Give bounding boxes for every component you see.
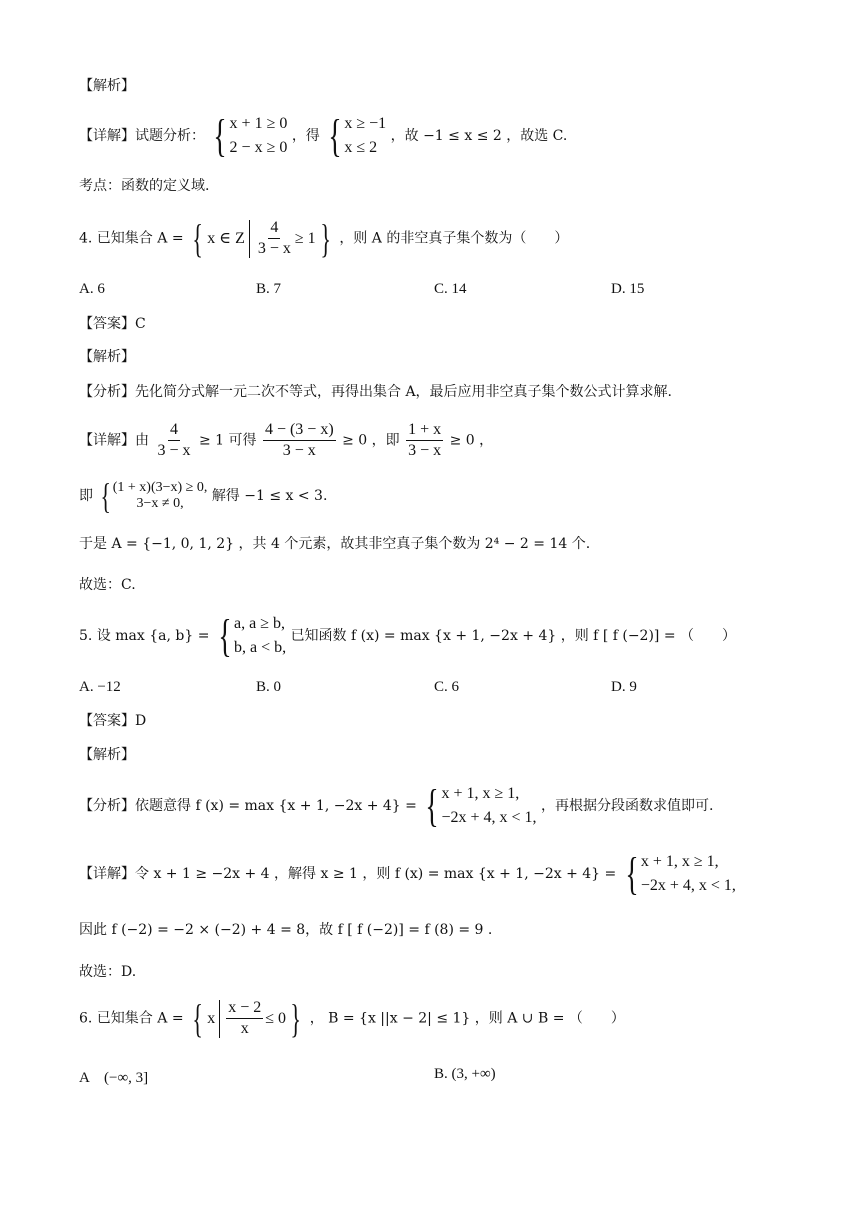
case: x + 1, x ≥ 1, [640,853,719,870]
ineq: 3−x ≠ 0, [136,496,184,511]
piecewise: { x + 1, x ≥ 1, −2x + 4, x < 1, [425,780,537,831]
system-1: { x + 1 ≥ 0 2 − x ≥ 0 [213,110,288,161]
q-text: 已知函数 f (x) = max {x + 1, −2x + 4} ，则 f [ f (−2)] = （ ） [290,628,737,644]
relation: ≤ 0 [265,1009,287,1027]
text: ，故 −1 ≤ x ≤ 2 ，故选 C. [390,128,568,144]
fraction [155,420,192,461]
piecewise: { x + 1, x ≥ 1, −2x + 4, x < 1, [625,848,736,899]
relation: ≥ 1 [294,229,316,247]
q4-option-c: C. 14 [434,281,467,297]
q5-option-d: D. 9 [611,679,637,695]
q4-fenxi: 【分析】先化简分式解一元二次不等式，再得出集合 A，最后应用非空真子集个数公式计算求解. [79,384,673,400]
ineq: x ≥ −1 [344,115,387,132]
numerator: x − 2 [226,998,263,1019]
q5-xiangjie [79,850,736,898]
case: a, a ≥ b, [233,615,285,632]
text: ，再根据分段函数求值即可. [540,798,714,814]
q5-line-2: 因此 f (−2) = −2 × (−2) + 4 = 8，故 f [ f (−2)] = f (8) = 9 . [79,922,493,938]
set-builder: { x $\frac{x - 2}{x}$ ≤ 0 } [192,995,301,1041]
text: 【详解】由 [79,432,149,449]
text: 【详解】令 x + 1 ≥ −2x + 4 ，解得 x ≥ 1 ，则 f (x) = max {x + 1, −2x + 4} = [79,866,617,882]
q-text: 4. 已知集合 A = [79,230,184,247]
q4-option-d: D. 15 [611,281,645,297]
q5-option-a: A. −12 [79,679,121,695]
line-jiexi-1: 【解析】 [79,78,135,94]
ineq: x + 1 ≥ 0 [229,115,288,132]
fraction [406,420,443,461]
text: ≥ 1 可得 [198,432,257,449]
case: −2x + 4, x < 1, [441,809,537,826]
q5-jiexi: 【解析】 [79,747,135,763]
q5-option-c: C. 6 [434,679,460,695]
ineq: x ≤ 2 [344,139,378,156]
q-text: ， B = {x ||x − 2| ≤ 1} ，则 A ∪ B = （ ） [309,1010,625,1027]
text: 即 [79,488,93,504]
denominator: 3 − x [408,442,442,459]
numerator: 4 − (3 − x) [263,420,336,441]
q4-option-b: B. 7 [256,281,282,297]
denominator: 3 − x [282,442,316,459]
set-builder: { x ∈ Z $\frac{4}{3 - x}$ ≥ 1 } [192,215,331,261]
line-xiangjie-1 [79,112,567,160]
fraction [263,420,336,461]
q6-option-a: A (−∞, 3] [79,1070,149,1086]
q-text: 6. 已知集合 A = [79,1010,184,1027]
q5-line-3: 故选：D. [79,964,137,980]
q4-answer: 【答案】C [79,316,146,332]
piecewise: { a, a ≥ b, b, a < b, [218,610,287,661]
text: 【分析】依题意得 f (x) = max {x + 1, −2x + 4} = [79,798,417,814]
q4-line-2 [79,478,327,514]
q4-line-4: 故选：C. [79,577,136,593]
line-kaodian: 考点：函数的定义域. [79,178,210,194]
question-5 [79,612,736,660]
q-text: ，则 A 的非空真子集个数为（ ） [339,230,569,247]
q4-option-a: A. 6 [79,281,105,297]
case: b, a < b, [233,639,287,656]
text: ，得 [291,128,320,144]
case: −2x + 4, x < 1, [640,877,736,894]
question-6 [79,995,625,1041]
denominator: x [240,1020,249,1037]
q4-line-3: 于是 A = {−1, 0, 1, 2} ，共 4 个元素，故其非空真子集个数为 2⁴ − 2 = 14 个. [79,536,591,552]
system-2: { x ≥ −1 x ≤ 2 [328,110,387,161]
q4-jiexi: 【解析】 [79,349,135,365]
ineq: 2 − x ≥ 0 [229,139,288,156]
numerator: 4 [168,420,180,441]
ineq: (1 + x)(3−x) ≥ 0, [112,480,208,495]
q5-option-b: B. 0 [256,679,282,695]
question-4 [79,215,569,261]
set-var: x [207,1009,216,1027]
text: ≥ 0 ，即 [342,432,400,449]
q5-fenxi [79,782,713,830]
q4-xiangjie [79,420,493,461]
numerator: 1 + x [406,420,443,441]
numerator: 4 [268,218,280,239]
text: 解得 −1 ≤ x < 3. [211,488,328,504]
denominator: 3 − x [257,240,291,257]
q5-answer: 【答案】D [79,713,147,729]
text: ≥ 0 ， [449,432,494,449]
set-var: x ∈ Z [207,229,245,247]
denominator: 3 − x [157,442,191,459]
system: { (1 + x)(3−x) ≥ 0, 3−x ≠ 0, [100,476,208,516]
label: 【详解】试题分析： [79,128,205,144]
q6-option-b: B. (3, +∞) [434,1066,496,1082]
case: x + 1, x ≥ 1, [441,785,520,802]
q-text: 5. 设 max {a, b} = [79,628,210,644]
